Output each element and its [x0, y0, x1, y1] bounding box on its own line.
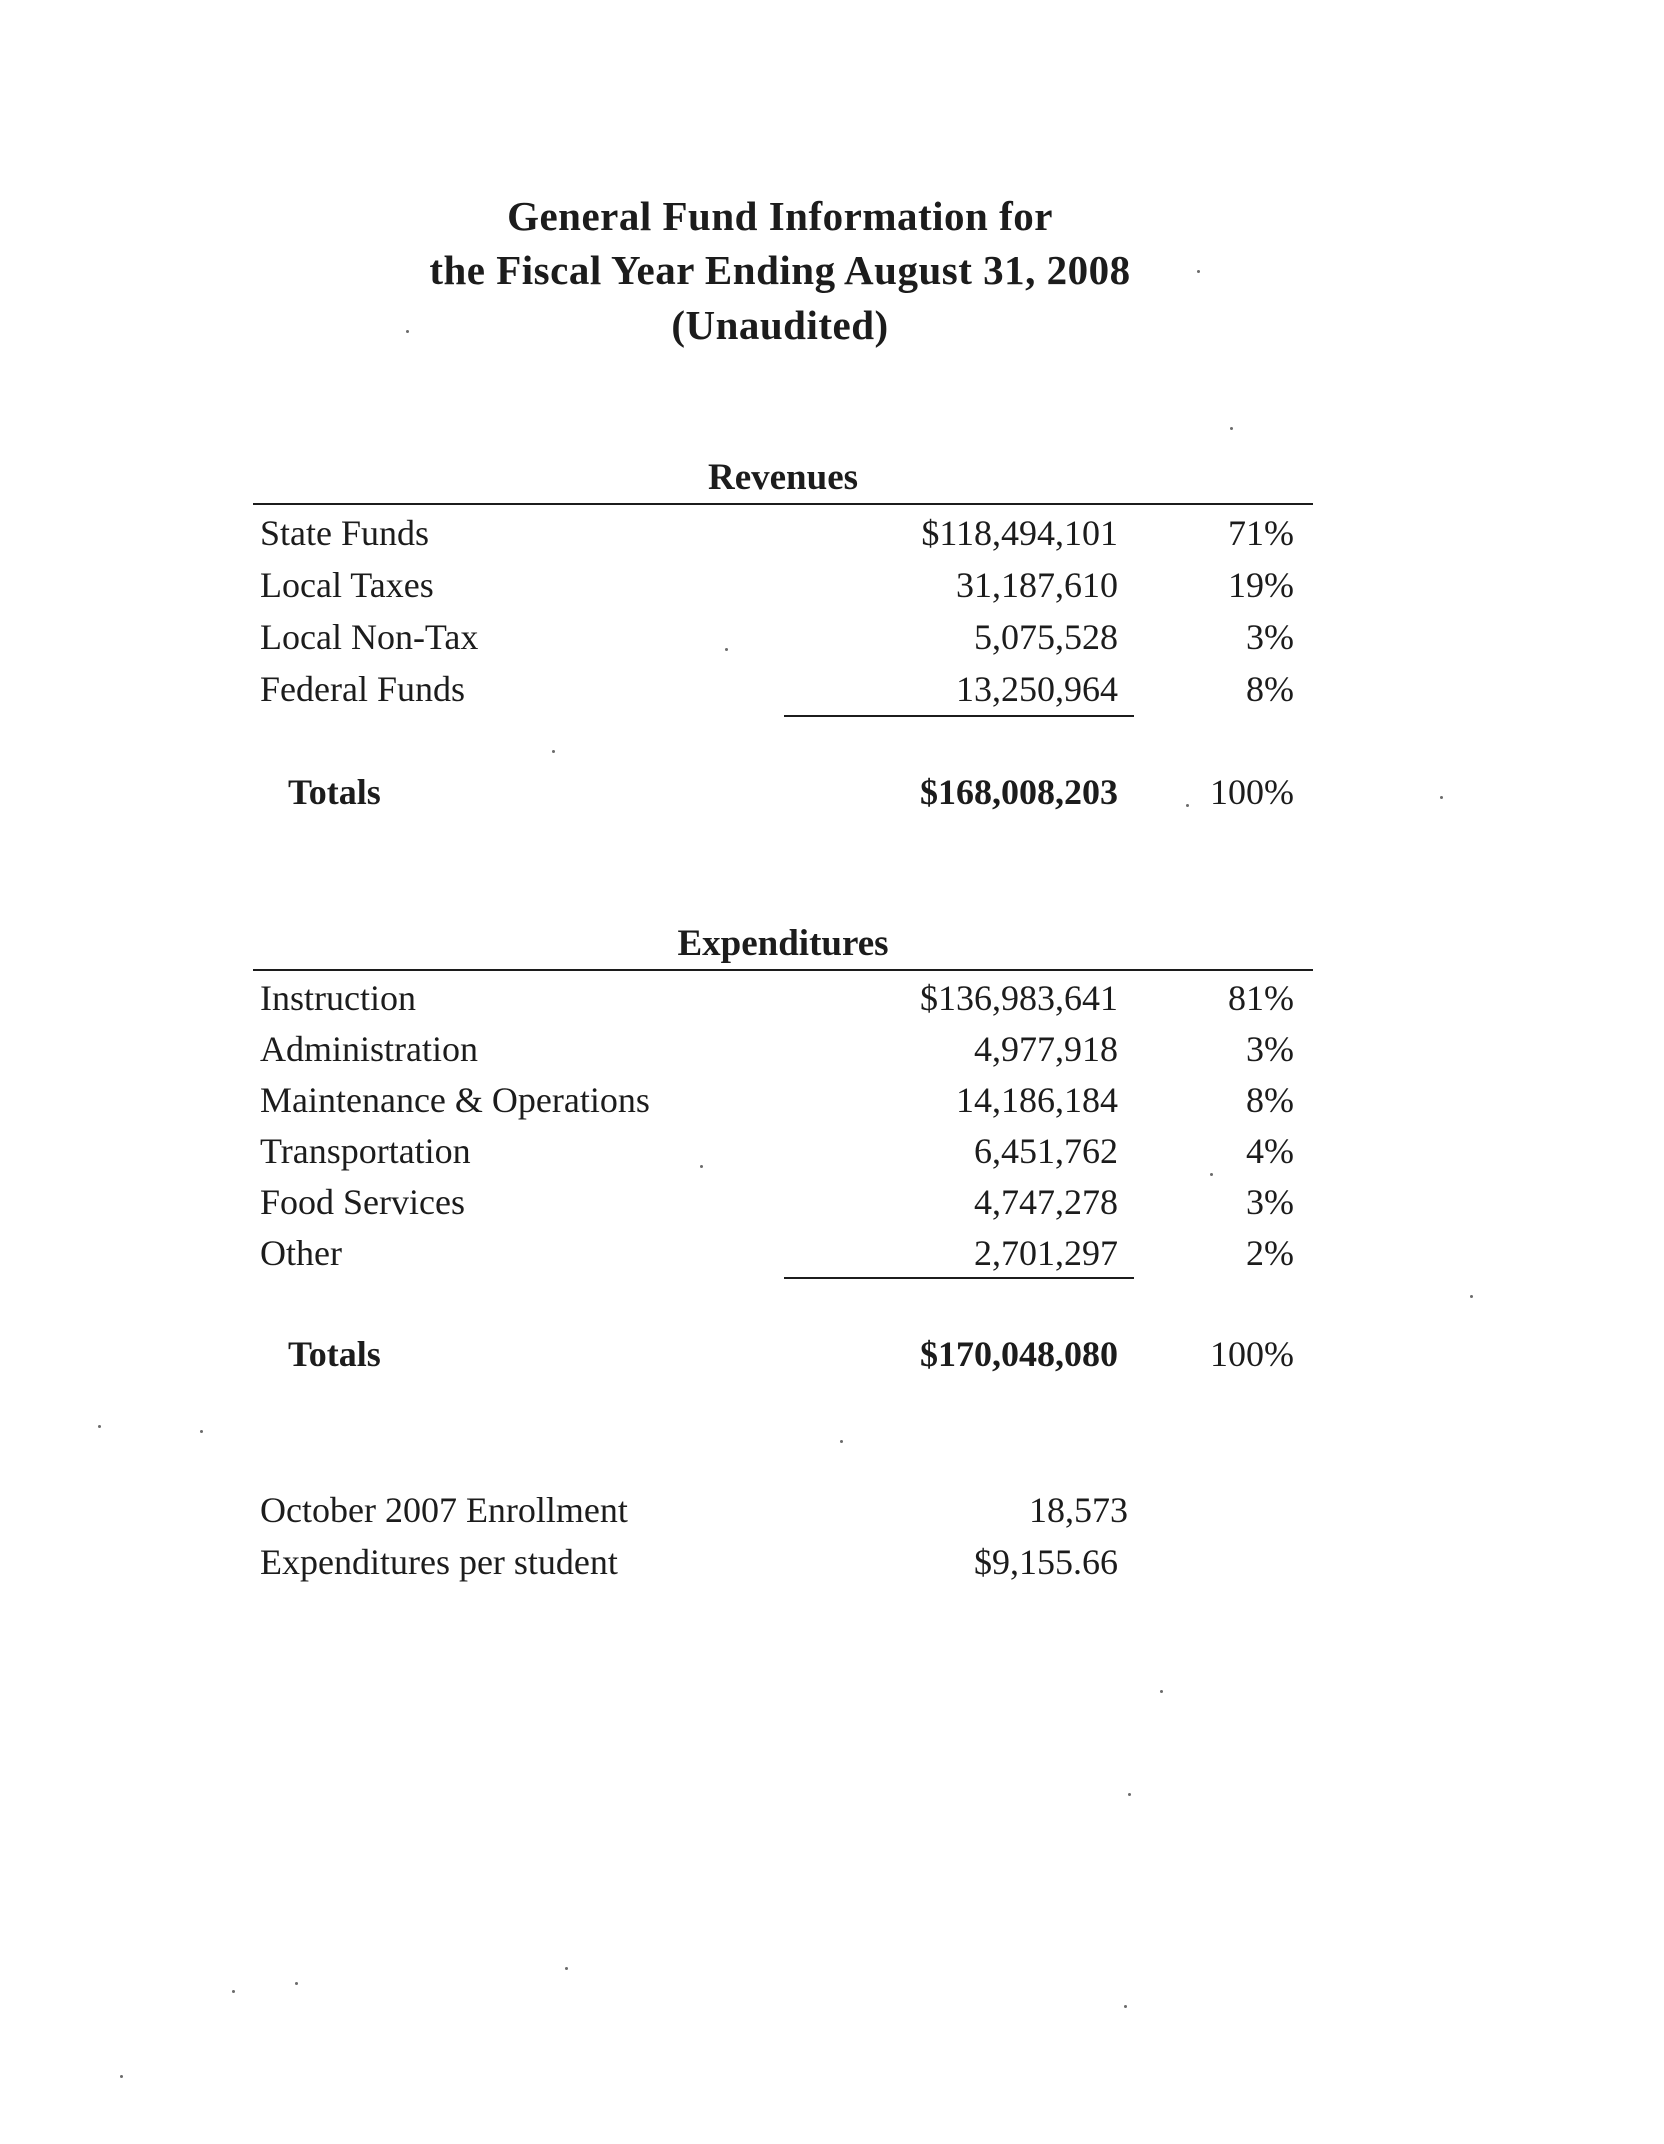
expenditure-percent: 3% — [1246, 1182, 1294, 1222]
scan-speck — [1160, 1690, 1163, 1693]
revenues-total-amount: $168,008,203 — [920, 772, 1118, 812]
expenditure-row — [0, 1127, 1664, 1175]
expenditure-row — [0, 1229, 1664, 1277]
expenditure-label: Transportation — [260, 1131, 471, 1171]
expenditure-amount: 6,451,762 — [974, 1131, 1118, 1171]
scan-speck — [1470, 1295, 1473, 1298]
document-title-line-2: the Fiscal Year Ending August 31, 2008 — [429, 247, 1131, 293]
expenditure-amount: 2,701,297 — [974, 1233, 1118, 1273]
expenditure-percent: 8% — [1246, 1080, 1294, 1120]
revenue-percent: 8% — [1246, 669, 1294, 709]
scan-speck — [1197, 270, 1200, 273]
expenditures-subtotal-rule — [784, 1277, 1134, 1279]
expenditure-label: Other — [260, 1233, 342, 1273]
scan-speck — [1124, 2005, 1127, 2008]
scan-speck — [1128, 1793, 1131, 1796]
revenue-row — [0, 509, 1664, 557]
per-student-row — [0, 1538, 1664, 1586]
revenue-amount: 13,250,964 — [956, 669, 1118, 709]
revenue-amount: 31,187,610 — [956, 565, 1118, 605]
revenue-label: Local Non-Tax — [260, 617, 479, 657]
revenues-heading: Revenues — [707, 457, 859, 498]
scan-speck — [565, 1967, 568, 1970]
expenditure-row — [0, 1076, 1664, 1124]
expenditure-label: Instruction — [260, 978, 416, 1018]
revenues-total-row — [0, 768, 1664, 816]
document-subtitle: (Unaudited) — [671, 302, 889, 348]
expenditure-amount: $136,983,641 — [920, 978, 1118, 1018]
enrollment-row — [0, 1486, 1664, 1534]
revenues-subtotal-rule — [784, 715, 1134, 717]
expenditure-percent: 3% — [1246, 1029, 1294, 1069]
scan-speck — [98, 1425, 101, 1428]
revenue-percent: 19% — [1228, 565, 1294, 605]
scan-speck — [200, 1430, 203, 1433]
revenue-row — [0, 561, 1664, 609]
expenditures-total-percent: 100% — [1210, 1334, 1294, 1374]
expenditures-heading: Expenditures — [677, 923, 889, 964]
revenue-label: State Funds — [260, 513, 430, 553]
expenditure-row — [0, 974, 1664, 1022]
revenues-total-percent: 100% — [1210, 772, 1294, 812]
scan-speck — [552, 750, 555, 753]
expenditures-top-rule — [253, 969, 1313, 971]
scan-speck — [725, 648, 728, 651]
scan-speck — [1186, 804, 1189, 807]
expenditure-label: Maintenance & Operations — [260, 1080, 650, 1120]
expenditure-percent: 4% — [1246, 1131, 1294, 1171]
expenditure-row — [0, 1178, 1664, 1226]
enrollment-value: 18,573 — [1029, 1490, 1128, 1530]
revenue-row — [0, 613, 1664, 661]
per-student-value: $9,155.66 — [974, 1542, 1118, 1582]
scan-speck — [295, 1982, 298, 1985]
scan-speck — [1440, 796, 1443, 799]
expenditure-percent: 81% — [1228, 978, 1294, 1018]
revenue-label: Federal Funds — [260, 669, 465, 709]
expenditure-label: Food Services — [260, 1182, 465, 1222]
scan-speck — [406, 330, 409, 333]
scan-speck — [840, 1440, 843, 1443]
revenue-percent: 71% — [1228, 513, 1294, 553]
per-student-label: Expenditures per student — [260, 1542, 618, 1582]
expenditure-amount: 14,186,184 — [956, 1080, 1118, 1120]
revenue-percent: 3% — [1246, 617, 1294, 657]
enrollment-label: October 2007 Enrollment — [260, 1490, 628, 1530]
document-title-line-1: General Fund Information for — [507, 193, 1053, 239]
revenue-row — [0, 665, 1664, 713]
expenditure-percent: 2% — [1246, 1233, 1294, 1273]
revenue-label: Local Taxes — [260, 565, 434, 605]
scan-speck — [120, 2075, 123, 2078]
revenue-amount: 5,075,528 — [974, 617, 1118, 657]
scan-speck — [1230, 427, 1233, 430]
expenditures-total-row — [0, 1330, 1664, 1378]
scan-speck — [700, 1165, 703, 1168]
expenditure-amount: 4,977,918 — [974, 1029, 1118, 1069]
scan-speck — [1210, 1173, 1213, 1176]
expenditures-total-amount: $170,048,080 — [920, 1334, 1118, 1374]
expenditure-row — [0, 1025, 1664, 1073]
revenues-top-rule — [253, 503, 1313, 505]
revenues-total-label: Totals — [288, 772, 381, 812]
scan-speck — [232, 1990, 235, 1993]
expenditures-total-label: Totals — [288, 1334, 381, 1374]
expenditure-label: Administration — [260, 1029, 478, 1069]
expenditure-amount: 4,747,278 — [974, 1182, 1118, 1222]
revenue-amount: $118,494,101 — [921, 513, 1118, 553]
